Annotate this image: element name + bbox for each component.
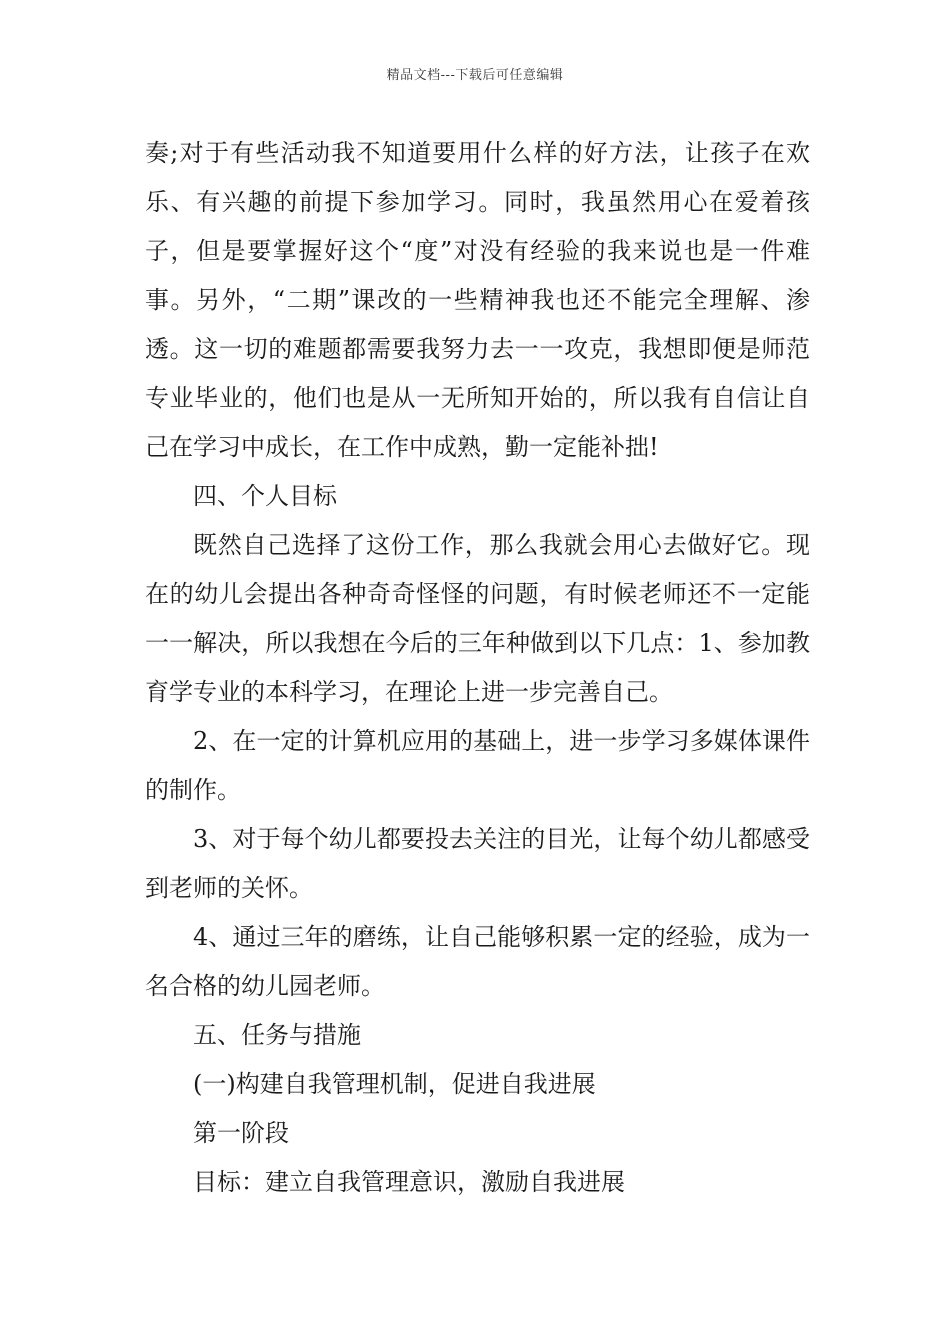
paragraph-goal-2: 2、在一定的计算机应用的基础上，进一步学习多媒体课件的制作。 [145,727,810,804]
paragraph-continuation: 奏;对于有些活动我不知道要用什么样的好方法，让孩子在欢乐、有兴趣的前提下参加学习。同时，我虽然用心在爱着孩子，但是要掌握好这个“度”对没有经验的我来说也是一件难事。另外，“二期”课改的一些精神我也还不能完全理解、渗透。这一切的难题都需要我努力去一一攻克，我想即便是师范专业毕业的，他们也是从一无所知开始的，所以我有自信让自己在学习中成长，在工作中成熟，勤一定能补拙! [145,139,810,461]
page-header: 精品文档---下载后可任意编辑 [386,68,564,83]
paragraph-stage-one-target: 目标：建立自我管理意识，激励自我进展 [193,1168,625,1196]
subheading-self-management: (一)构建自我管理机制，促进自我进展 [193,1070,596,1098]
heading-personal-goals: 四、个人目标 [193,482,337,510]
paragraph-goals-intro: 既然自己选择了这份工作，那么我就会用心去做好它。现在的幼儿会提出各种奇奇怪怪的问题，有时候老师还不一定能一一解决，所以我想在今后的三年种做到以下几点：1、参加教育学专业的本科学习，在理论上进一步完善自己。 [145,531,810,706]
paragraph-goal-4: 4、通过三年的磨练，让自己能够积累一定的经验，成为一名合格的幼儿园老师。 [145,923,810,1000]
heading-tasks-measures: 五、任务与措施 [193,1021,361,1049]
paragraph-goal-3: 3、对于每个幼儿都要投去关注的目光，让每个幼儿都感受到老师的关怀。 [145,825,810,902]
subheading-stage-one: 第一阶段 [193,1119,289,1147]
document-body [145,129,810,1207]
